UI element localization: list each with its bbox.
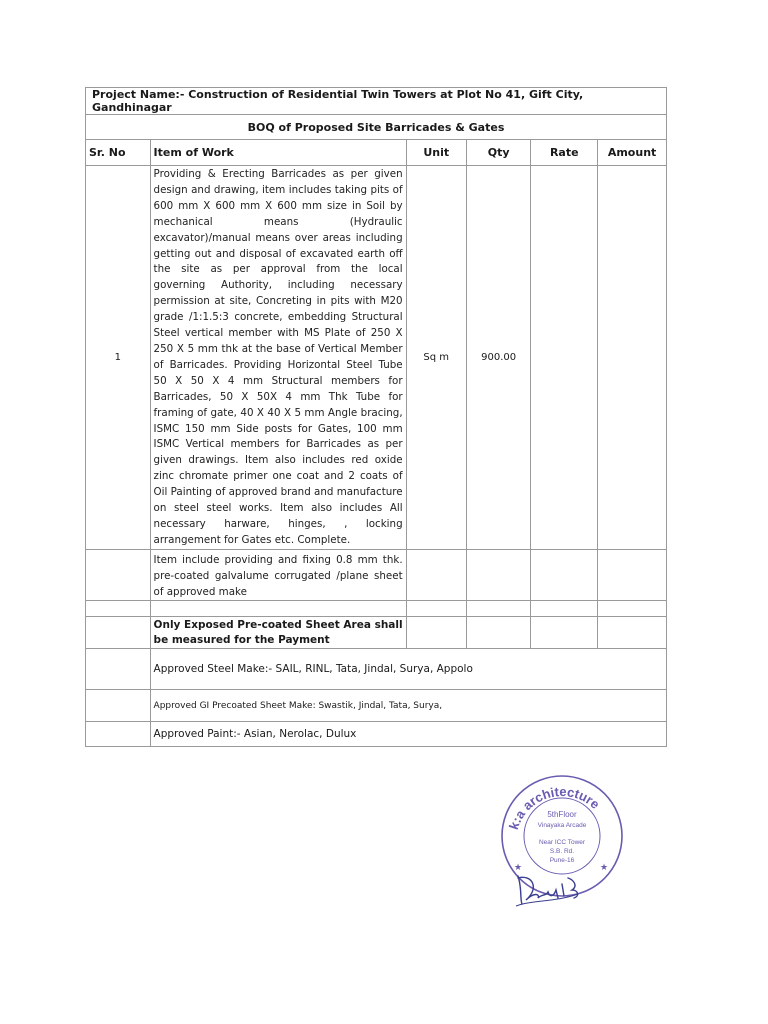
- cell-blank: [150, 601, 406, 617]
- stamp-line: Near ICC Tower: [538, 839, 586, 846]
- cell-blank: [598, 617, 667, 649]
- item-qty: 900.00: [466, 166, 531, 550]
- stamp-line: S.B. Rd.: [549, 848, 575, 855]
- stamp-line: Pune-16: [549, 857, 575, 864]
- cell-blank: [531, 601, 598, 617]
- gi-sheet-make: Approved GI Precoated Sheet Make: Swastik, Jindal, Tata, Surya,: [150, 690, 666, 722]
- signature: [512, 866, 592, 910]
- item-sr-no: 1: [86, 166, 151, 550]
- stamp-line: 5thFloor: [547, 810, 577, 819]
- star-icon: ★: [600, 863, 609, 873]
- title-row: [86, 115, 667, 140]
- cell-blank: [531, 549, 598, 601]
- boq-table: [85, 87, 667, 747]
- steel-make-row: [86, 649, 667, 690]
- item-description: Providing & Erecting Barricades as per given design and drawing, item includes taking pits of 600 mm X 600 mm X 600 mm size in Soil by mechanical means (Hydraulic excavator)/manual means over areas including getting out and disposal of excavated earth off the site as per approval from the local governing Authority, including necessary permission at site, Concreting in pits with M20 grade /1:1.5:3 concrete, embedding Structural Steel vertical member with MS Plate of 250 X 250 X 5 mm thk at the base of Vertical Member of Barricades. Providing Horizontal Steel Tube 50 X 50 X 4 mm Structural members for Barricades, 50 X 50X 4 mm Thk Tube for framing of gate, 40 X 40 X 5 mm Angle bracing, ISMC 150 mm Side posts for Gates, 100 mm ISMC Vertical members for Barricades as per given drawings. Item also includes red oxide zinc chromate primer one coat and 2 coats of Oil Painting of approved brand and manufacture on steel steel works. Item also includes All necessary harware, hinges, , locking arrangement for Gates etc. Complete.: [150, 166, 406, 550]
- paint-make-row: [86, 722, 667, 747]
- stamp-address: [538, 810, 587, 864]
- steel-make: Approved Steel Make:- SAIL, RINL, Tata, Jindal, Surya, Appolo: [150, 649, 666, 690]
- header-unit: Unit: [406, 140, 466, 166]
- cell-blank: [86, 722, 151, 747]
- cell-blank: [86, 649, 151, 690]
- boq-title: BOQ of Proposed Site Barricades & Gates: [86, 115, 667, 140]
- item-rate: [531, 166, 598, 550]
- cell-blank: [598, 549, 667, 601]
- cell-blank: [531, 617, 598, 649]
- cell-blank: [406, 617, 466, 649]
- stamp-ring-text: k:a architecture: [505, 783, 603, 832]
- payment-note: Only Exposed Pre-coated Sheet Area shall be measured for the Payment: [150, 617, 406, 649]
- signature-underline: [516, 894, 578, 906]
- cell-blank: [86, 617, 151, 649]
- cell-blank: [406, 549, 466, 601]
- header-rate: Rate: [531, 140, 598, 166]
- table-row: [86, 549, 667, 601]
- cell-blank: [406, 601, 466, 617]
- item-description-sheet: Item include providing and fixing 0.8 mm thk. pre-coated galvalume corrugated /plane sheet of approved make: [150, 549, 406, 601]
- cell-blank: [466, 549, 531, 601]
- header-sr-no: Sr. No: [86, 140, 151, 166]
- item-amount: [598, 166, 667, 550]
- project-row: [86, 88, 667, 115]
- header-row: [86, 140, 667, 166]
- table-row: [86, 166, 667, 550]
- spacer-row: [86, 601, 667, 617]
- cell-blank: [598, 601, 667, 617]
- cell-blank: [86, 690, 151, 722]
- item-sr-no-blank: [86, 549, 151, 601]
- header-amount: Amount: [598, 140, 667, 166]
- note-row: [86, 617, 667, 649]
- stamp-line: Vinayaka Arcade: [537, 822, 587, 829]
- item-unit: Sq m: [406, 166, 466, 550]
- header-item: Item of Work: [150, 140, 406, 166]
- gi-make-row: [86, 690, 667, 722]
- star-icon: ★: [514, 863, 523, 873]
- signature-stroke: [518, 876, 578, 904]
- cell-blank: [466, 601, 531, 617]
- project-name: Project Name:- Construction of Residential Twin Towers at Plot No 41, Gift City, Gandhinagar: [86, 88, 667, 115]
- cell-blank: [466, 617, 531, 649]
- paint-make: Approved Paint:- Asian, Nerolac, Dulux: [150, 722, 666, 747]
- header-qty: Qty: [466, 140, 531, 166]
- cell-blank: [86, 601, 151, 617]
